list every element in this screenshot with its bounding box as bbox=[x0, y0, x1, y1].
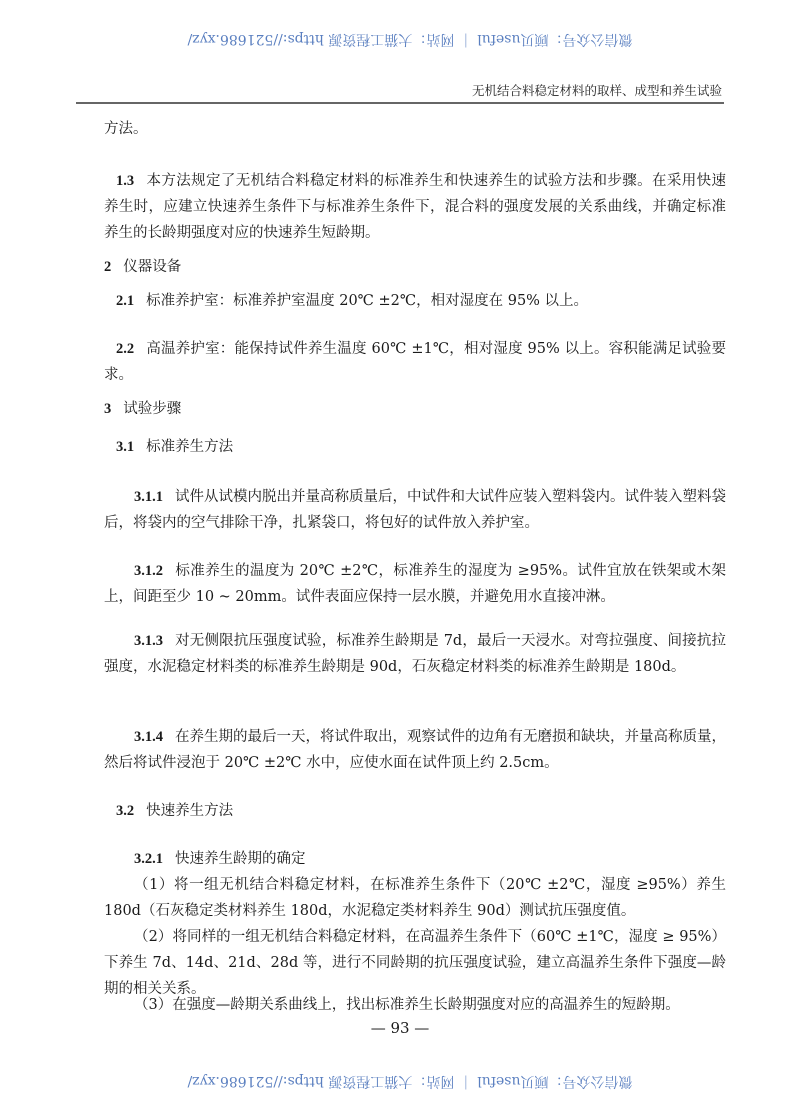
step-2: （2）将同样的一组无机结合料稳定材料，在高温养生条件下（60℃ ±1℃，湿度 ≥ 95%）下养生 7d、14d、21d、28d 等，进行不同龄期的抗压强度试验，建立高温养生条件下强度—龄期的相关关系。 bbox=[104, 929, 726, 997]
section-2-2: 2.2 高温养护室：能保持试件养生温度 60℃ ±1℃，相对湿度 95% 以上。容积能满足试验要求。 bbox=[104, 341, 726, 383]
section-2-1: 2.1 标准养护室：标准养护室温度 20℃ ±2℃，相对湿度在 95% 以上。 bbox=[116, 293, 589, 309]
watermark-bottom: 微信公众号：顾贝useful ｜ 网站：大猫工程资源 https://521686.xyz/ bbox=[187, 1073, 633, 1089]
running-header: 无机结合料稳定材料的取样、成型和养生试验 bbox=[471, 83, 722, 98]
section-3-1-2: 3.1.2 标准养生的温度为 20℃ ±2℃，标准养生的湿度为 ≥95%。试件宜放在铁架或木架上，间距至少 10 ~ 20mm。试件表面应保持一层水膜，并避免用水直接冲淋。 bbox=[104, 563, 726, 605]
page-number: — 93 — bbox=[370, 1019, 430, 1037]
step-1: （1）将一组无机结合料稳定材料，在标准养生条件下（20℃ ±2℃，湿度 ≥95%）养生 180d（石灰稳定类材料养生 180d，水泥稳定类材料养生 90d）测试抗压强度值。 bbox=[104, 877, 726, 919]
section-3-1-3: 3.1.3 对无侧限抗压强度试验，标准养生龄期是 7d，最后一天浸水。对弯拉强度、间接抗拉强度，水泥稳定材料类的标准养生龄期是 90d，石灰稳定材料类的标准养生龄期是 180d。 bbox=[104, 633, 726, 675]
heading-3: 3 试验步骤 bbox=[104, 401, 182, 417]
step-3: （3）在强度—龄期关系曲线上，找出标准养生长龄期强度对应的高温养生的短龄期。 bbox=[134, 997, 680, 1013]
paragraph: 方法。 bbox=[104, 121, 148, 137]
section-3-1-4: 3.1.4 在养生期的最后一天，将试件取出，观察试件的边角有无磨损和缺块，并量高称质量，然后将试件浸泡于 20℃ ±2℃ 水中，应使水面在试件顶上约 2.5cm。 bbox=[104, 729, 726, 771]
heading-2: 2 仪器设备 bbox=[104, 259, 182, 275]
section-1-3: 1.3 本方法规定了无机结合料稳定材料的标准养生和快速养生的试验方法和步骤。在采用快速养生时，应建立快速养生条件下与标准养生条件下，混合料的强度发展的关系曲线，并确定标准养生的长龄期强度对应的快速养生短龄期。 bbox=[104, 173, 726, 241]
section-3-1: 3.1 标准养生方法 bbox=[116, 439, 234, 455]
section-3-2: 3.2 快速养生方法 bbox=[116, 803, 234, 819]
watermark-top: 微信公众号：顾贝useful ｜ 网站：大猫工程资源 https://521686.xyz/ bbox=[187, 31, 633, 47]
section-3-1-1: 3.1.1 试件从试模内脱出并量高称质量后，中试件和大试件应装入塑料袋内。试件装入塑料袋后，将袋内的空气排除干净，扎紧袋口，将包好的试件放入养护室。 bbox=[104, 489, 726, 531]
header-rule bbox=[76, 102, 724, 104]
section-3-2-1: 3.2.1 快速养生龄期的确定 bbox=[134, 851, 306, 867]
